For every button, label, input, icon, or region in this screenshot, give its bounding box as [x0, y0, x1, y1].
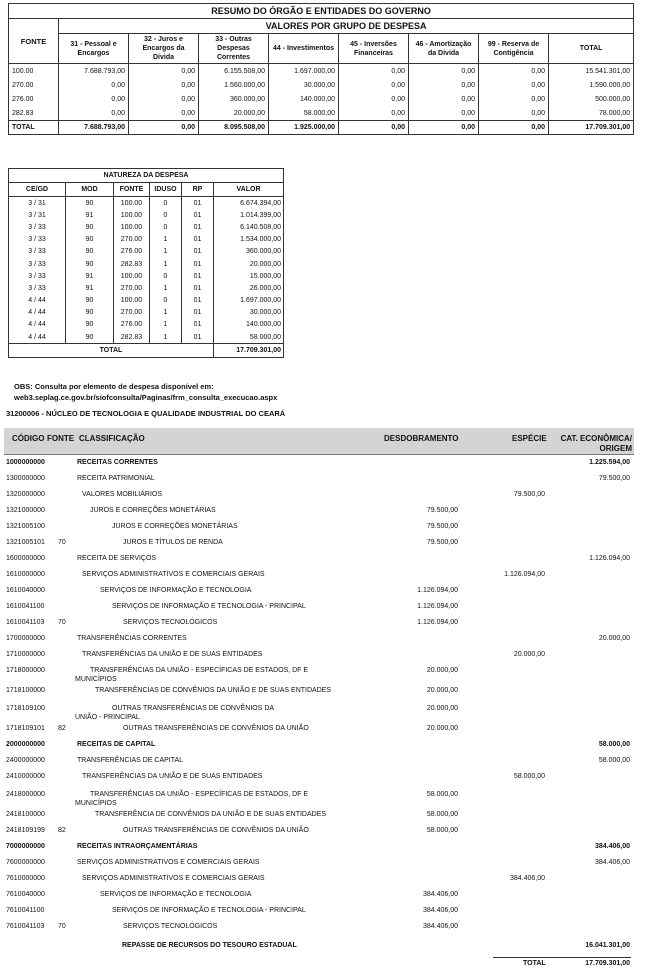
- table-cell: 01: [182, 319, 214, 331]
- column-header: IDUSO: [150, 183, 182, 197]
- table-cell: 7.688.793,00: [59, 64, 129, 79]
- row-desdobramento: 384.406,00: [422, 907, 458, 914]
- table-cell: 0: [150, 295, 182, 307]
- row-code: 7600000000: [6, 859, 45, 866]
- table-cell: 100.00: [114, 209, 150, 221]
- table-cell: 100.00: [114, 295, 150, 307]
- table-cell: 0,00: [339, 64, 409, 79]
- row-desdobramento: 79.500,00: [426, 523, 458, 530]
- table-cell: 90: [66, 258, 114, 270]
- row-classificacao: SERVIÇOS TECNOLÓGICOS: [123, 619, 218, 626]
- table-cell: 3 / 33: [9, 246, 66, 258]
- table-cell: 270.00: [114, 307, 150, 319]
- row-desdobramento: 79.500,00: [426, 507, 458, 514]
- row-code: 1700000000: [6, 635, 45, 642]
- table-cell: 15.541.301,00: [549, 64, 634, 79]
- table-cell: 0,00: [479, 78, 549, 92]
- table-cell: 0,00: [129, 92, 199, 106]
- column-header: 44 - Investimentos: [269, 34, 339, 64]
- summary-row: [9, 92, 634, 106]
- table-cell: 01: [182, 270, 214, 282]
- row-desdobramento: 1.126.094,00: [417, 603, 458, 610]
- desdobramento-header: DESDOBRAMENTO: [384, 434, 459, 443]
- row-classificacao: SERVIÇOS ADMINISTRATIVOS E COMERCIAIS GERAIS: [82, 875, 265, 882]
- row-code: 7610040000: [6, 891, 45, 898]
- row-classificacao: OUTRAS TRANSFERÊNCIAS DE CONVÊNIOS DA UNIÃO: [123, 827, 309, 834]
- table-cell: 78.000,00: [549, 106, 634, 121]
- table-cell: 3 / 31: [9, 209, 66, 221]
- table-cell: 3 / 33: [9, 258, 66, 270]
- column-header: 99 - Reserva de Contigência: [479, 34, 549, 64]
- table-cell: 140.000,00: [269, 92, 339, 106]
- row-code: 1321000000: [6, 507, 45, 514]
- row-code: 1710000000: [6, 651, 45, 658]
- fonte-column-header: FONTE: [47, 434, 75, 443]
- row-fonte: 82: [58, 827, 66, 834]
- row-classificacao: SERVIÇOS ADMINISTRATIVOS E COMERCIAIS GERAIS: [82, 571, 265, 578]
- table-cell: 0: [150, 209, 182, 221]
- table-cell: 0: [150, 221, 182, 233]
- table-cell: 282.83: [9, 106, 59, 121]
- row-classificacao: OUTRAS TRANSFERÊNCIAS DE CONVÊNIOS DA UNIÃO: [123, 725, 309, 732]
- table-cell: 282.83: [114, 258, 150, 270]
- table-cell: 17.709.301,00: [549, 121, 634, 135]
- row-desdobramento: 1.126.094,00: [417, 587, 458, 594]
- row-classificacao: RECEITAS CORRENTES: [77, 459, 158, 466]
- especie-header: ESPÉCIE: [512, 434, 547, 443]
- column-header: TOTAL: [549, 34, 634, 64]
- row-code: 1718000000: [6, 667, 45, 674]
- table-cell: 0,00: [409, 92, 479, 106]
- natureza-row: [9, 234, 284, 246]
- table-cell: 1.560.000,00: [199, 78, 269, 92]
- table-cell: 3 / 33: [9, 234, 66, 246]
- row-code: 1610041103: [6, 619, 45, 626]
- table-cell: 100.00: [114, 221, 150, 233]
- row-code: 7610041100: [6, 907, 45, 914]
- row-classificacao: RECEITA PATRIMONIAL: [77, 475, 155, 482]
- table-cell: 1.697.000,00: [269, 64, 339, 79]
- table-cell: 0,00: [339, 106, 409, 121]
- table-cell: 6.140.508,00: [214, 221, 284, 233]
- table-cell: 01: [182, 282, 214, 294]
- row-fonte: 70: [58, 539, 66, 546]
- row-code: 1321005100: [6, 523, 45, 530]
- row-classificacao: JUROS E TÍTULOS DE RENDA: [123, 539, 223, 546]
- group-title: VALORES POR GRUPO DE DESPESA: [59, 19, 634, 34]
- table-cell: 01: [182, 331, 214, 344]
- table-cell: 1.534.000,00: [214, 234, 284, 246]
- table-cell: 270.00: [9, 78, 59, 92]
- column-header: CE/GD: [9, 183, 66, 197]
- natureza-row: [9, 221, 284, 233]
- row-desdobramento: 58.000,00: [426, 811, 458, 818]
- table-cell: 90: [66, 197, 114, 210]
- natureza-row: [9, 270, 284, 282]
- table-cell: 90: [66, 295, 114, 307]
- classificacao-header: CLASSIFICAÇÃO: [79, 434, 145, 443]
- obs-line: OBS: Consulta por elemento de despesa disponível em:: [14, 382, 214, 391]
- row-desdobramento: 20.000,00: [426, 667, 458, 674]
- table-cell: 3 / 31: [9, 197, 66, 210]
- row-especie: 79.500,00: [513, 491, 545, 498]
- natureza-row: [9, 258, 284, 270]
- row-cat-economica: 1.225.594,00: [589, 459, 630, 466]
- table-cell: 90: [66, 246, 114, 258]
- table-cell: 91: [66, 270, 114, 282]
- row-especie: 58.000,00: [513, 773, 545, 780]
- table-cell: 0,00: [409, 106, 479, 121]
- table-cell: 0,00: [479, 92, 549, 106]
- row-code: 1300000000: [6, 475, 45, 482]
- table-cell: 500.000,00: [549, 92, 634, 106]
- table-cell: 0,00: [339, 78, 409, 92]
- table-cell: 1.590.000,00: [549, 78, 634, 92]
- codigo-header: CÓDIGO: [12, 434, 45, 443]
- row-code: 7610000000: [6, 875, 45, 882]
- natureza-total-value: 17.709.301,00: [214, 344, 284, 358]
- table-cell: 1: [150, 258, 182, 270]
- table-cell: 8.095.508,00: [199, 121, 269, 135]
- row-desdobramento: 20.000,00: [426, 705, 458, 712]
- row-cat-economica: 384.406,00: [594, 859, 630, 866]
- row-code: 2418000000: [6, 791, 45, 798]
- row-classificacao: TRANSFERÊNCIAS DA UNIÃO - ESPECÍFICAS DE ESTADOS, DF E MUNICÍPIOS: [75, 791, 309, 807]
- row-fonte: 70: [58, 923, 66, 930]
- natureza-row: [9, 307, 284, 319]
- table-cell: 0,00: [59, 92, 129, 106]
- table-cell: 276.00: [9, 92, 59, 106]
- row-classificacao: TRANSFERÊNCIAS DE CONVÊNIOS DA UNIÃO E DE SUAS ENTIDADES: [95, 687, 332, 694]
- row-classificacao: JUROS E CORREÇÕES MONETÁRIAS: [112, 523, 238, 530]
- row-classificacao: JUROS E CORREÇÕES MONETÁRIAS: [90, 507, 216, 514]
- column-header: 45 - Inversões Financeiras: [339, 34, 409, 64]
- row-desdobramento: 58.000,00: [426, 827, 458, 834]
- table-cell: 0,00: [339, 92, 409, 106]
- table-cell: 100.00: [9, 64, 59, 79]
- row-classificacao: TRANSFERÊNCIAS DA UNIÃO E DE SUAS ENTIDADES: [82, 773, 263, 780]
- table-cell: 30.000,00: [214, 307, 284, 319]
- row-cat-economica: 58.000,00: [598, 741, 630, 748]
- column-header: 31 - Pessoal e Encargos: [59, 34, 129, 64]
- row-code: 2400000000: [6, 757, 45, 764]
- row-classificacao: RECEITAS INTRAORÇAMENTÁRIAS: [77, 843, 198, 850]
- table-cell: 360.000,00: [214, 246, 284, 258]
- row-code: 1718109100: [6, 705, 45, 712]
- natureza-title: NATUREZA DA DESPESA: [9, 169, 284, 183]
- row-desdobramento: 20.000,00: [426, 687, 458, 694]
- table-cell: 0,00: [479, 121, 549, 135]
- row-cat-economica: 384.406,00: [594, 843, 630, 850]
- table-cell: 01: [182, 307, 214, 319]
- row-classificacao: TRANSFERÊNCIAS DA UNIÃO - ESPECÍFICAS DE ESTADOS, DF E MUNICÍPIOS: [75, 667, 309, 683]
- row-cat-economica: 20.000,00: [598, 635, 630, 642]
- table-cell: 0,00: [129, 106, 199, 121]
- table-cell: TOTAL: [9, 121, 59, 135]
- summary-row: [9, 64, 634, 79]
- summary-total-row: [9, 121, 634, 135]
- row-classificacao: TRANSFERÊNCIAS DA UNIÃO E DE SUAS ENTIDADES: [82, 651, 263, 658]
- row-code: 1000000000: [6, 459, 45, 466]
- column-header: 46 - Amortização da Dívida: [409, 34, 479, 64]
- row-classificacao: RECEITAS DE CAPITAL: [77, 741, 156, 748]
- table-cell: 4 / 44: [9, 331, 66, 344]
- row-code: 7610041103: [6, 923, 45, 930]
- table-cell: 0,00: [129, 64, 199, 79]
- row-code: 1610041100: [6, 603, 45, 610]
- repasse-label: REPASSE DE RECURSOS DO TESOURO ESTADUAL: [122, 942, 297, 949]
- summary-row: [9, 78, 634, 92]
- row-cat-economica: 58.000,00: [598, 757, 630, 764]
- table-cell: 282.83: [114, 331, 150, 344]
- summary-table: [8, 3, 634, 135]
- row-classificacao: SERVIÇOS DE INFORMAÇÃO E TECNOLOGIA - PRINCIPAL: [112, 907, 306, 914]
- row-fonte: 70: [58, 619, 66, 626]
- table-cell: 6.155.508,00: [199, 64, 269, 79]
- natureza-row: [9, 282, 284, 294]
- row-classificacao: TRANSFERÊNCIAS DE CAPITAL: [77, 757, 184, 764]
- table-cell: 58.000,00: [214, 331, 284, 344]
- table-cell: 1: [150, 282, 182, 294]
- summary-row: [9, 106, 634, 121]
- table-cell: 1.925.000,00: [269, 121, 339, 135]
- row-classificacao: TRANSFERÊNCIA DE CONVÊNIOS DA UNIÃO E DE SUAS ENTIDADES: [95, 811, 327, 818]
- table-cell: 58.000,00: [269, 106, 339, 121]
- natureza-row: [9, 331, 284, 344]
- column-header: 33 - Outras Despesas Correntes: [199, 34, 269, 64]
- row-code: 1718100000: [6, 687, 45, 694]
- table-cell: 360.000,00: [199, 92, 269, 106]
- natureza-row: [9, 197, 284, 210]
- table-cell: 90: [66, 319, 114, 331]
- natureza-row: [9, 319, 284, 331]
- total-divider: [493, 957, 631, 958]
- table-cell: 0,00: [479, 64, 549, 79]
- table-cell: 90: [66, 234, 114, 246]
- row-code: 1600000000: [6, 555, 45, 562]
- row-code: 2418109199: [6, 827, 45, 834]
- table-cell: 01: [182, 221, 214, 233]
- natureza-row: [9, 209, 284, 221]
- table-cell: 0,00: [59, 78, 129, 92]
- row-classificacao: TRANSFERÊNCIAS CORRENTES: [77, 635, 187, 642]
- row-code: 1610040000: [6, 587, 45, 594]
- table-cell: 01: [182, 209, 214, 221]
- row-especie: 1.126.094,00: [504, 571, 545, 578]
- row-classificacao: VALORES MOBILIÁRIOS: [82, 491, 163, 498]
- table-cell: 4 / 44: [9, 307, 66, 319]
- table-cell: 100.00: [114, 270, 150, 282]
- table-cell: 0,00: [409, 121, 479, 135]
- row-fonte: 82: [58, 725, 66, 732]
- table-cell: 01: [182, 246, 214, 258]
- table-cell: 90: [66, 307, 114, 319]
- table-cell: 1.697.000,00: [214, 295, 284, 307]
- row-especie: 20.000,00: [513, 651, 545, 658]
- table-cell: 1: [150, 331, 182, 344]
- row-desdobramento: 384.406,00: [422, 891, 458, 898]
- row-classificacao: SERVIÇOS DE INFORMAÇÃO E TECNOLOGIA: [100, 891, 252, 898]
- cat-economica-header: CAT. ECONÔMICA/ ORIGEM: [560, 434, 632, 453]
- column-header: 32 - Juros e Encargos da Dívida: [129, 34, 199, 64]
- table-cell: 1: [150, 307, 182, 319]
- table-cell: 6.674.394,00: [214, 197, 284, 210]
- table-cell: 0,00: [129, 121, 199, 135]
- summary-title: RESUMO DO ÓRGÃO E ENTIDADES DO GOVERNO: [9, 4, 634, 19]
- row-classificacao: RECEITA DE SERVIÇOS: [77, 555, 157, 562]
- repasse-value: 16.041.301,00: [585, 942, 630, 949]
- row-code: 2000000000: [6, 741, 45, 748]
- row-code: 1321005101: [6, 539, 45, 546]
- natureza-row: [9, 295, 284, 307]
- table-cell: 0,00: [409, 78, 479, 92]
- table-cell: 01: [182, 234, 214, 246]
- table-cell: 0,00: [409, 64, 479, 79]
- column-header: MOD: [66, 183, 114, 197]
- row-cat-economica: 1.126.094,00: [589, 555, 630, 562]
- natureza-total-row: [9, 344, 284, 358]
- table-cell: 0,00: [129, 78, 199, 92]
- row-code: 1320000000: [6, 491, 45, 498]
- receita-total-label: TOTAL: [523, 960, 546, 967]
- row-classificacao: SERVIÇOS ADMINISTRATIVOS E COMERCIAIS GERAIS: [77, 859, 260, 866]
- row-classificacao: SERVIÇOS DE INFORMAÇÃO E TECNOLOGIA - PRINCIPAL: [112, 603, 306, 610]
- table-cell: 20.000,00: [214, 258, 284, 270]
- table-cell: 276.00: [114, 319, 150, 331]
- table-cell: 0,00: [59, 106, 129, 121]
- row-desdobramento: 1.126.094,00: [417, 619, 458, 626]
- row-especie: 384.406,00: [509, 875, 545, 882]
- row-code: 1718109101: [6, 725, 45, 732]
- row-desdobramento: 384.406,00: [422, 923, 458, 930]
- table-cell: 0: [150, 197, 182, 210]
- org-title: 31200006 - NÚCLEO DE TECNOLOGIA E QUALIDADE INDUSTRIAL DO CEARÁ: [6, 409, 286, 418]
- row-classificacao: OUTRAS TRANSFERÊNCIAS DE CONVÊNIOS DA UNIÃO - PRINCIPAL: [75, 705, 274, 721]
- receita-total-value: 17.709.301,00: [585, 960, 630, 967]
- receita-header: [4, 428, 634, 455]
- row-classificacao: SERVIÇOS TECNOLÓGICOS: [123, 923, 218, 930]
- table-cell: 1: [150, 246, 182, 258]
- natureza-table: [8, 168, 284, 358]
- table-cell: 15.000,00: [214, 270, 284, 282]
- table-cell: 270.00: [114, 282, 150, 294]
- table-cell: 01: [182, 258, 214, 270]
- table-cell: 4 / 44: [9, 295, 66, 307]
- table-cell: 7.688.793,00: [59, 121, 129, 135]
- table-cell: 0: [150, 270, 182, 282]
- table-cell: 276.00: [114, 246, 150, 258]
- table-cell: 90: [66, 331, 114, 344]
- table-cell: 1.014.399,00: [214, 209, 284, 221]
- table-cell: 3 / 33: [9, 221, 66, 233]
- natureza-total-label: TOTAL: [9, 344, 214, 358]
- column-header: VALOR: [214, 183, 284, 197]
- table-cell: 140.000,00: [214, 319, 284, 331]
- table-cell: 90: [66, 221, 114, 233]
- table-cell: 3 / 33: [9, 282, 66, 294]
- table-cell: 01: [182, 295, 214, 307]
- table-cell: 91: [66, 209, 114, 221]
- table-cell: 0,00: [339, 121, 409, 135]
- table-cell: 20.000,00: [199, 106, 269, 121]
- table-cell: 26.000,00: [214, 282, 284, 294]
- row-cat-economica: 79.500,00: [598, 475, 630, 482]
- obs-note: [14, 382, 277, 403]
- row-desdobramento: 79.500,00: [426, 539, 458, 546]
- row-classificacao: SERVIÇOS DE INFORMAÇÃO E TECNOLOGIA: [100, 587, 252, 594]
- row-code: 2410000000: [6, 773, 45, 780]
- table-cell: 1: [150, 319, 182, 331]
- table-cell: 270.00: [114, 234, 150, 246]
- table-cell: 100.00: [114, 197, 150, 210]
- column-header: RP: [182, 183, 214, 197]
- table-cell: 4 / 44: [9, 319, 66, 331]
- row-desdobramento: 20.000,00: [426, 725, 458, 732]
- row-desdobramento: 58.000,00: [426, 791, 458, 798]
- table-cell: 1: [150, 234, 182, 246]
- row-code: 7000000000: [6, 843, 45, 850]
- natureza-row: [9, 246, 284, 258]
- obs-link[interactable]: web3.seplag.ce.gov.br/siofconsulta/Paginas/frm_consulta_execucao.aspx: [14, 392, 278, 402]
- row-code: 1610000000: [6, 571, 45, 578]
- column-header: FONTE: [114, 183, 150, 197]
- table-cell: 3 / 33: [9, 270, 66, 282]
- table-cell: 30.000,00: [269, 78, 339, 92]
- fonte-header: FONTE: [9, 19, 59, 64]
- table-cell: 0,00: [479, 106, 549, 121]
- table-cell: 91: [66, 282, 114, 294]
- table-cell: 01: [182, 197, 214, 210]
- row-code: 2418100000: [6, 811, 45, 818]
